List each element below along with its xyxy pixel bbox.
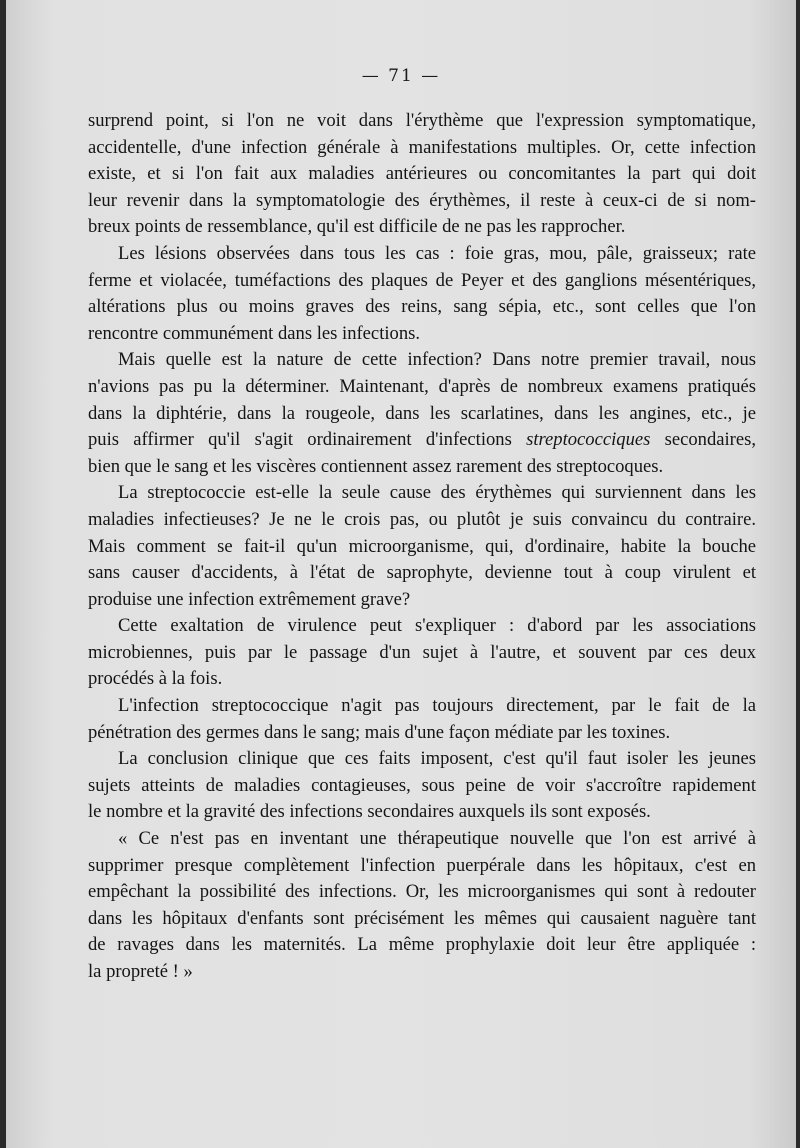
text-line: dans les hôpitaux d'enfants sont précisément les mêmes qui causaient naguère tant — [88, 907, 756, 929]
page-number: — 71 — — [361, 66, 441, 86]
text-line: produise une infection extrêmement grave? — [88, 588, 411, 610]
text-line: breux points de ressemblance, qu'il est difficile de ne pas les rapprocher. — [88, 216, 626, 238]
italic-term: streptococciques — [526, 429, 651, 451]
text-line: sujets atteints de maladies contagieuses, sous peine de voir s'accroître rapidement — [88, 774, 756, 796]
text-line: ferme et violacée, tuméfactions des plaques de Peyer et des ganglions mésentériques, — [88, 269, 756, 291]
text-line: sans causer d'accidents, à l'état de saprophyte, devienne tout à coup virulent et — [88, 562, 756, 584]
text-line: dans la diphtérie, dans la rougeole, dans les scarlatines, dans les angines, etc., je — [88, 402, 756, 424]
text-line: procédés à la fois. — [88, 668, 223, 690]
text-line: le nombre et la gravité des infections secondaires auxquels ils sont exposés. — [88, 801, 651, 823]
text-line: empêchant la possibilité des infections. Or, les microorganismes qui sont à redouter — [88, 881, 756, 903]
text-line: Mais quelle est la nature de cette infection? Dans notre premier travail, nous — [118, 349, 756, 371]
text-line: la propreté ! » — [88, 961, 193, 982]
text-line: n'avions pas pu la déterminer. Maintenant, d'après de nombreux examens pratiqués — [88, 375, 756, 397]
text-line: bien que le sang et les viscères contiennent assez rarement des streptocoques. — [88, 455, 664, 477]
text-line — [88, 427, 756, 454]
text-line: Les lésions observées dans tous les cas : foie gras, mou, pâle, graisseux; rate — [118, 242, 756, 264]
text-line: L'infection streptococcique n'agit pas toujours directement, par le fait de la — [118, 695, 756, 717]
text-line: de ravages dans les maternités. La même prophylaxie doit leur être appliquée : — [88, 934, 756, 956]
text-line: Mais comment se fait-il qu'un microorganisme, qui, d'ordinaire, habite la bouche — [88, 535, 756, 557]
book-page — [6, 0, 796, 1148]
text-span: secondaires, — [664, 429, 757, 451]
text-line: altérations plus ou moins graves des reins, sang sépia, etc., sont celles que l'on — [88, 296, 756, 318]
text-line: « Ce n'est pas en inventant une thérapeutique nouvelle que l'on est arrivé à — [118, 828, 756, 850]
text-line: La streptococcie est-elle la seule cause des érythèmes qui surviennent dans les — [118, 482, 756, 504]
body-text — [88, 108, 756, 986]
text-line: rencontre communément dans les infections. — [88, 322, 421, 344]
text-line: Cette exaltation de virulence peut s'expliquer : d'abord par les associations — [118, 615, 756, 637]
text-line: existe, et si l'on fait aux maladies antérieures ou concomitantes la part qui doit — [88, 163, 756, 185]
text-line: supprimer presque complètement l'infection puerpérale dans les hôpitaux, c'est en — [88, 854, 756, 876]
text-line: maladies infectieuses? Je ne le crois pas, ou plutôt je suis convaincu du contraire. — [88, 508, 756, 530]
text-line: La conclusion clinique que ces faits imposent, c'est qu'il faut isoler les jeunes — [118, 748, 756, 770]
text-line: microbiennes, puis par le passage d'un sujet à l'autre, et souvent par ces deux — [88, 641, 756, 663]
text-line: leur revenir dans la symptomatologie des érythèmes, il reste à ceux-ci de si nom- — [88, 189, 756, 211]
text-line: pénétration des germes dans le sang; mais d'une façon médiate par les toxines. — [88, 721, 671, 743]
text-line: surprend point, si l'on ne voit dans l'érythème que l'expression symptomatique, — [88, 110, 756, 131]
text-line: accidentelle, d'une infection générale à manifestations multiples. Or, cette infection — [88, 136, 756, 158]
text-span: puis affirmer qu'il s'agit ordinairement d'infections — [88, 429, 512, 451]
